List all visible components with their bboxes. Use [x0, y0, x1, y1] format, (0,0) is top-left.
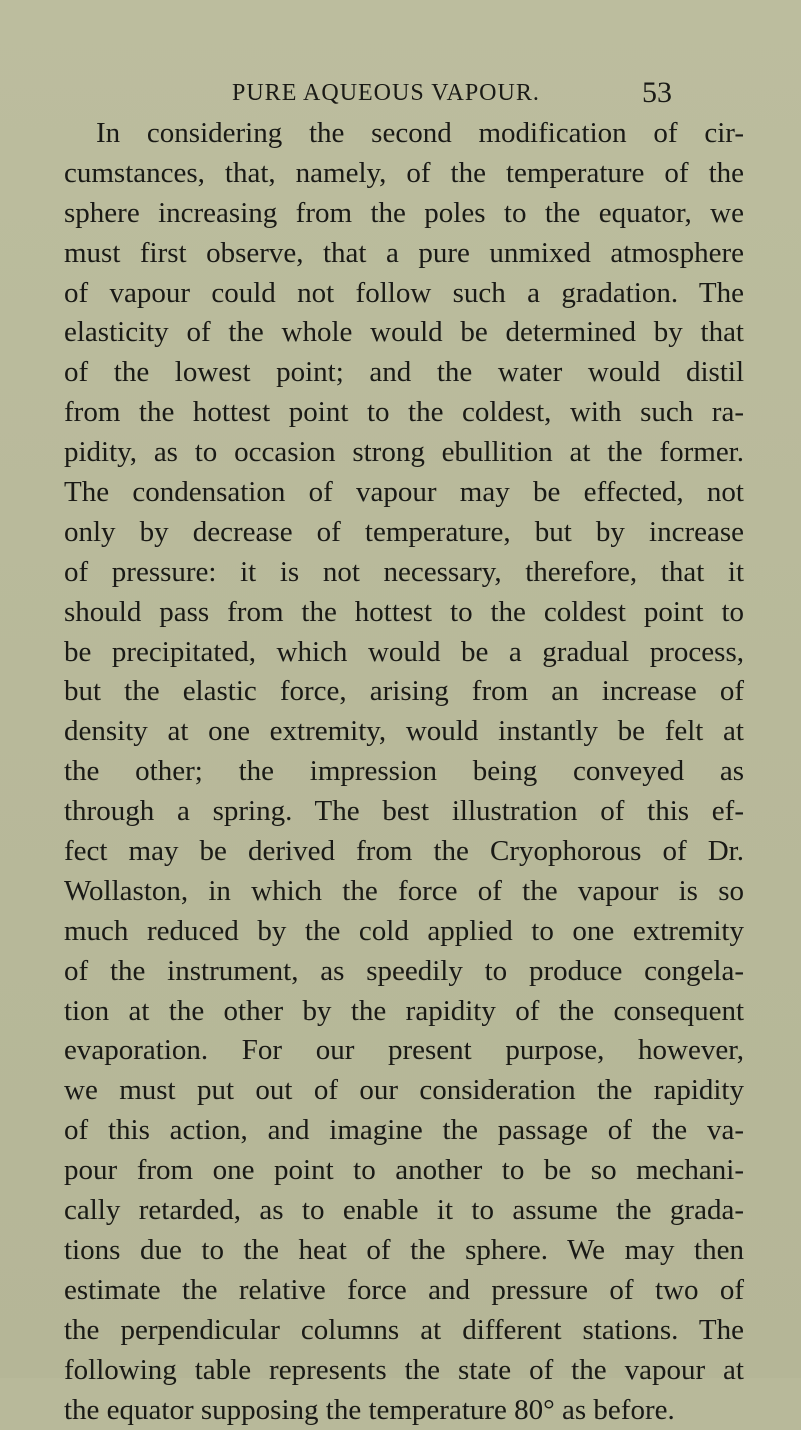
text-line: evaporation. For our present purpose, however,: [64, 1031, 744, 1071]
text-line: through a spring. The best illustration of this ef-: [64, 792, 744, 832]
text-line: fect may be derived from the Cryophorous of Dr.: [64, 832, 744, 872]
text-line: sphere increasing from the poles to the equator, we: [64, 194, 744, 234]
text-line: cumstances, that, namely, of the temperature of the: [64, 154, 744, 194]
text-line: from the hottest point to the coldest, with such ra-: [64, 393, 744, 433]
text-line: the other; the impression being conveyed as: [64, 752, 744, 792]
text-line: of the instrument, as speedily to produce congela-: [64, 952, 744, 992]
text-line: the equator supposing the temperature 80° as before.: [64, 1391, 744, 1430]
text-line: be precipitated, which would be a gradual process,: [64, 633, 744, 673]
text-line: only by decrease of temperature, but by increase: [64, 513, 744, 553]
text-line: but the elastic force, arising from an increase of: [64, 672, 744, 712]
text-line: estimate the relative force and pressure of two of: [64, 1271, 744, 1311]
text-line: tions due to the heat of the sphere. We may then: [64, 1231, 744, 1271]
page-number: 53: [642, 76, 672, 110]
text-line: pour from one point to another to be so mechani-: [64, 1151, 744, 1191]
running-title: PURE AQUEOUS VAPOUR.: [232, 80, 540, 107]
text-line: In considering the second modification of cir-: [64, 114, 744, 154]
text-line: of the lowest point; and the water would distil: [64, 353, 744, 393]
text-line: of pressure: it is not necessary, therefore, that it: [64, 553, 744, 593]
text-line: we must put out of our consideration the rapidity: [64, 1071, 744, 1111]
text-line: density at one extremity, would instantly be felt at: [64, 712, 744, 752]
text-line: should pass from the hottest to the coldest point to: [64, 593, 744, 633]
body-paragraph: [64, 114, 744, 1430]
text-line: cally retarded, as to enable it to assume the grada-: [64, 1191, 744, 1231]
text-line: of this action, and imagine the passage of the va-: [64, 1111, 744, 1151]
text-line: much reduced by the cold applied to one extremity: [64, 912, 744, 952]
text-line: elasticity of the whole would be determined by that: [64, 313, 744, 353]
text-line: pidity, as to occasion strong ebullition at the former.: [64, 433, 744, 473]
text-line: the perpendicular columns at different stations. The: [64, 1311, 744, 1351]
text-line: Wollaston, in which the force of the vapour is so: [64, 872, 744, 912]
text-line: following table represents the state of the vapour at: [64, 1351, 744, 1391]
text-line: must first observe, that a pure unmixed atmosphere: [64, 234, 744, 274]
text-line: tion at the other by the rapidity of the consequent: [64, 992, 744, 1032]
text-line: The condensation of vapour may be effected, not: [64, 473, 744, 513]
text-line: of vapour could not follow such a gradation. The: [64, 274, 744, 314]
